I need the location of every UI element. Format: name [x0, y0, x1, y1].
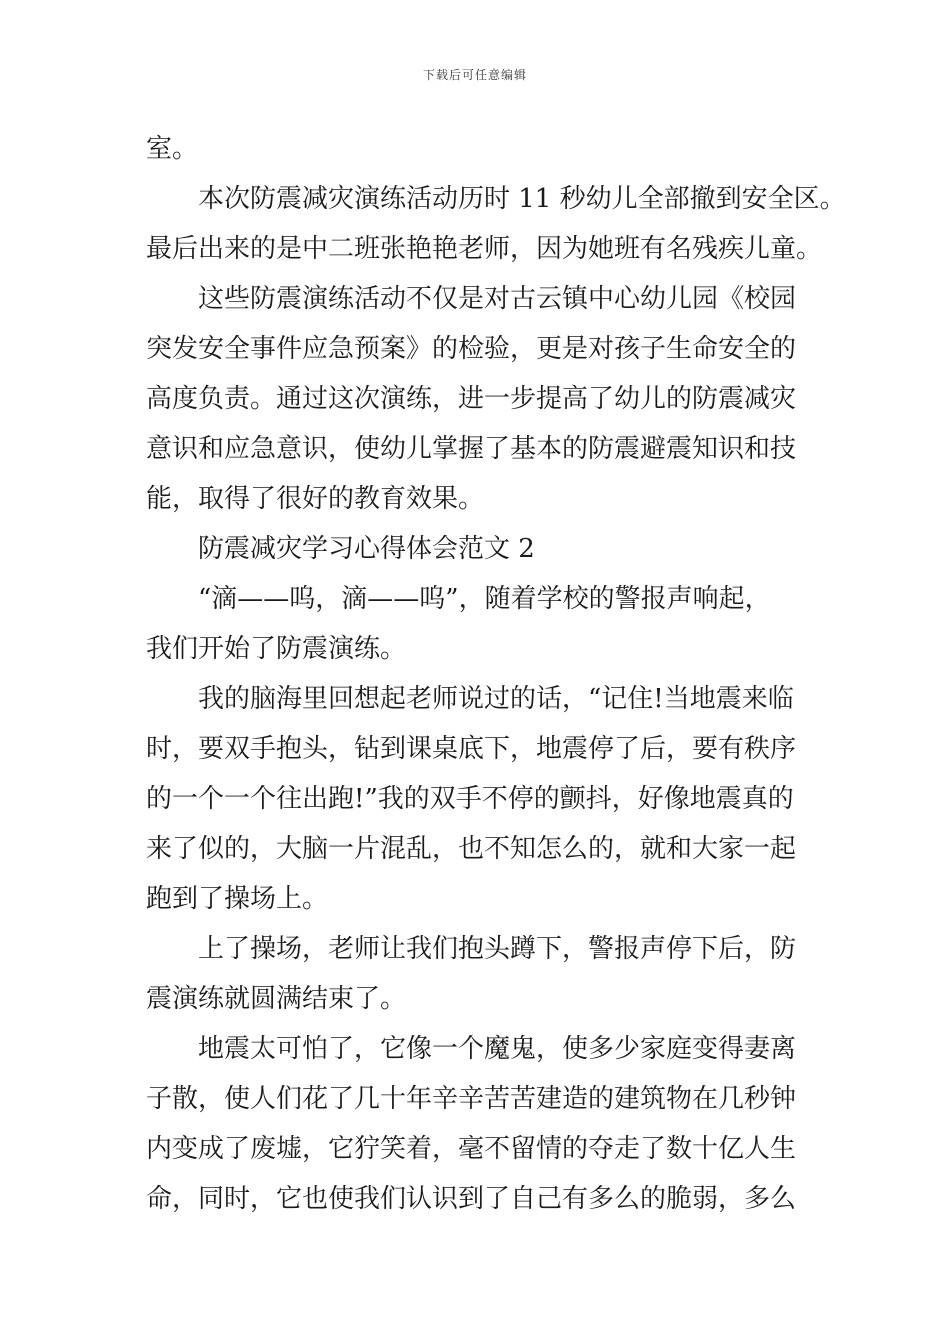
text-line: 上了操场，老师让我们抱头蹲下，警报声停下后，防 — [198, 934, 797, 964]
text-line: 最后出来的是中二班张艳艳老师，因为她班有名残疾儿童。 — [146, 234, 823, 264]
text-line: 震演练就圆满结束了。 — [146, 984, 407, 1014]
text-line: 时，要双手抱头，钻到课桌底下，地震停了后，要有秩序 — [146, 734, 797, 764]
text-line: 防震减灾学习心得体会范文 2 — [198, 534, 535, 564]
text-line: 我们开始了防震演练。 — [146, 634, 407, 664]
text-line: 室。 — [146, 134, 199, 164]
text-line: 意识和应急意识，使幼儿掌握了基本的防震避震知识和技 — [146, 434, 797, 464]
document-body — [146, 124, 846, 1224]
text-line: 的一个一个往出跑!”我的双手不停的颤抖，好像地震真的 — [146, 784, 794, 814]
page-header: 下载后可任意编辑 — [422, 68, 527, 82]
text-line: 突发安全事件应急预案》的检验，更是对孩子生命安全的 — [146, 334, 797, 364]
text-line: 本次防震减灾演练活动历时 11 秒幼儿全部撤到安全区。 — [198, 184, 846, 214]
text-line: 命，同时，它也使我们认识到了自己有多么的脆弱，多么 — [146, 1184, 797, 1214]
text-line: 来了似的，大脑一片混乱，也不知怎么的，就和大家一起 — [146, 834, 797, 864]
text-line: 高度负责。通过这次演练，进一步提高了幼儿的防震减灾 — [146, 384, 797, 414]
text-line: 子散，使人们花了几十年辛辛苦苦建造的建筑物在几秒钟 — [146, 1084, 797, 1114]
text-line: “滴——呜，滴——呜”，随着学校的警报声响起， — [198, 584, 771, 614]
text-line: 内变成了废墟，它狞笑着，毫不留情的夺走了数十亿人生 — [146, 1134, 797, 1164]
text-line: 我的脑海里回想起老师说过的话，“记住!当地震来临 — [198, 684, 794, 714]
text-line: 地震太可怕了，它像一个魔鬼，使多少家庭变得妻离 — [198, 1034, 797, 1064]
text-line: 能，取得了很好的教育效果。 — [146, 484, 485, 514]
text-line: 这些防震演练活动不仅是对古云镇中心幼儿园《校园 — [198, 284, 797, 314]
text-line: 跑到了操场上。 — [146, 884, 329, 914]
